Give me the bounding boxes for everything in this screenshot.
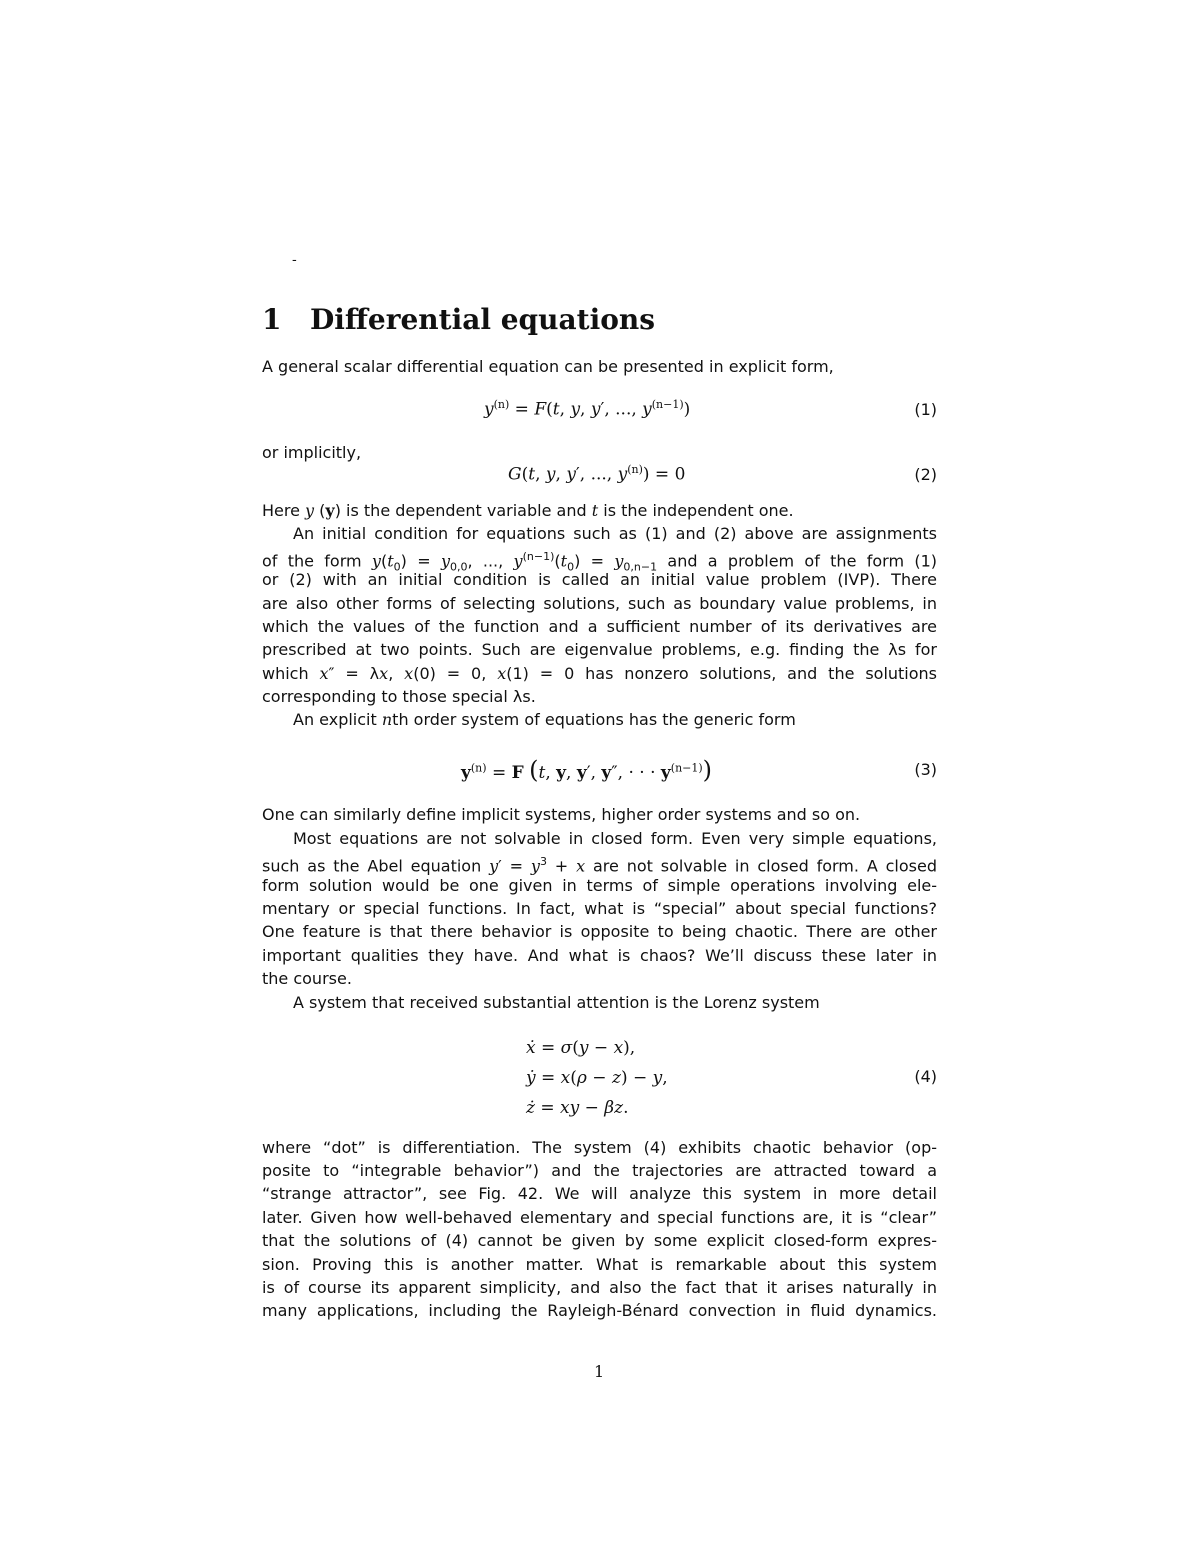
equation-2: G(t, y, y′, ..., $y^{(n)}) = 0$: [508, 463, 686, 485]
closed-form-line-2: such as the Abel equation $y' = y^3 + x$ are not solvable in closed form. A closed: [262, 855, 937, 876]
system-text-b: th order system of equations has the generic form: [392, 710, 796, 729]
ivp-line-7-text: has nonzero solutions, and the solutions: [585, 664, 938, 683]
section-heading: [262, 303, 655, 336]
lorenz-y: ẏ = x(ρ − z) − y,: [526, 1068, 668, 1088]
equation-1: $y^{(n)} = F(t$, y, y′, ..., $y^{(n-1)}$): [484, 398, 691, 420]
chaos-line-3: “strange attractor”, see Fig. 42. We will analyze this system in more detail: [262, 1184, 937, 1203]
equation-3: $y^{(n)} = F$ (t, y, y′, y″, · · · $y^{(n-1)}$): [461, 756, 713, 784]
closed-form-line-5: One feature is that there behavior is opposite to being chaotic. There are other: [262, 922, 937, 941]
paragraph-system: An explicit nth order system of equations has the generic form: [293, 710, 796, 729]
equation-3-number: (3): [914, 760, 937, 779]
chaos-line-2: posite to “integrable behavior”) and the trajectories are attracted toward a: [262, 1161, 937, 1180]
equation-2-number: (2): [914, 465, 937, 484]
closed-form-line-1: Most equations are not solvable in closed form. Even very simple equations,: [293, 829, 937, 848]
ivp-line-5: which the values of the function and a sufficient number of its derivatives are: [262, 617, 937, 636]
paragraph-implicit: or implicitly,: [262, 443, 362, 462]
closed-form-line-6: important qualities they have. And what is chaos? We’ll discuss these later in: [262, 946, 937, 965]
ivp-line-8: corresponding to those special λs.: [262, 687, 536, 706]
ivp-line-1: An initial condition for equations such as (1) and (2) above are assignments: [293, 524, 937, 543]
paragraph-intro: A general scalar differential equation can be presented in explicit form,: [262, 357, 834, 376]
closed-form-line-2-text: are not solvable in closed form. A closed: [592, 856, 937, 876]
abel-text: such as the Abel equation: [262, 856, 482, 876]
equation-1-number: (1): [914, 400, 937, 419]
closed-form-line-4: mentary or special functions. In fact, what is “special” about special functions?: [262, 899, 937, 918]
ivp-line-2-text: and a problem of the form (1): [667, 551, 938, 571]
equation-4-number: (4): [914, 1067, 937, 1086]
chaos-line-6: sion. Proving this is another matter. What is remarkable about this system: [262, 1255, 937, 1274]
ivp-line-4: are also other forms of selecting solutions, such as boundary value problems, in: [262, 594, 937, 613]
variables-text-end: is the independent one.: [603, 501, 794, 520]
chaos-line-1: where “dot” is differentiation. The system (4) exhibits chaotic behavior (op-: [262, 1138, 937, 1157]
lorenz-z: ż = xy − βz.: [526, 1098, 629, 1118]
paragraph-lorenz: A system that received substantial attention is the Lorenz system: [293, 993, 820, 1012]
chaos-line-7: is of course its apparent simplicity, and also the fact that it arises naturally in: [262, 1278, 937, 1297]
closed-form-line-3: form solution would be one given in terms of simple operations involving ele-: [262, 876, 937, 895]
closed-form-line-7: the course.: [262, 969, 352, 988]
ivp-line-7: which x″ = λx, x(0) = 0, x(1) = 0 has nonzero solutions, and the solutions: [262, 664, 938, 683]
section-number: 1: [262, 303, 282, 336]
chaos-line-8: many applications, including the Rayleigh-Bénard convection in fluid dynamics.: [262, 1301, 937, 1320]
section-title: Differential equations: [310, 303, 655, 336]
system-text-a: An explicit: [293, 710, 377, 729]
lorenz-x: ẋ = σ(y − x),: [526, 1038, 636, 1058]
chaos-line-4: later. Given how well-behaved elementary and special functions are, it is “clear”: [262, 1208, 937, 1227]
paragraph-variables: Here y (y) is the dependent variable and t is the independent one.: [262, 501, 794, 520]
page-number: 1: [594, 1362, 605, 1381]
ivp-line-3: or (2) with an initial condition is called an initial value problem (IVP). There: [262, 570, 937, 589]
equation-4: [526, 1033, 668, 1123]
ivp-line-2: of the form $y(t_0) = y_{0,0}$, ..., $y^{(n-1)}(t_0) = y_{0,n-1}$ and a problem of the form (1): [262, 550, 938, 574]
stray-mark: -: [292, 252, 297, 268]
variables-text: is the dependent variable and: [346, 501, 587, 520]
paragraph-implicit-systems: One can similarly define implicit systems, higher order systems and so on.: [262, 805, 861, 824]
chaos-line-5: that the solutions of (4) cannot be given by some explicit closed-form expres-: [262, 1231, 937, 1250]
ivp-line-6: prescribed at two points. Such are eigenvalue problems, e.g. finding the λs for: [262, 640, 937, 659]
